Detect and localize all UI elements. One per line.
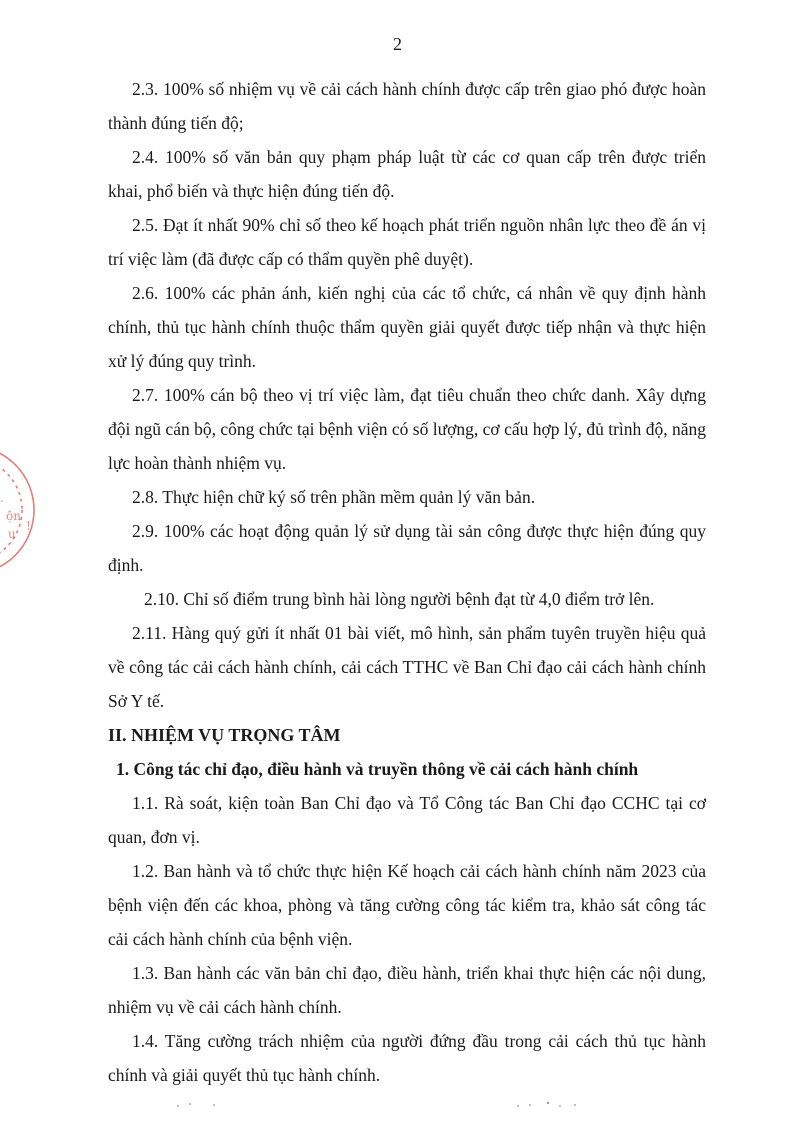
subsection-heading: 1. Công tác chỉ đạo, điều hành và truyền thông về cải cách hành chính (116, 759, 639, 779)
svg-text:ộn: ộn (6, 509, 21, 523)
task-item: 1.4. Tăng cường trách nhiệm của người đứng đầu trong cải cách thủ tục hành chính và giải quyết thủ tục hành chính. (108, 1031, 706, 1085)
task-item: 1.1. Rà soát, kiện toàn Ban Chỉ đạo và Tổ Công tác Ban Chỉ đạo CCHC tại cơ quan, đơn vị. (108, 793, 706, 847)
task-item: 1.2. Ban hành và tổ chức thực hiện Kế hoạch cải cách hành chính năm 2023 của bệnh viện đến các khoa, phòng và tăng cường công tác kiểm tra, khảo sát công tác cải cách hành chính của bệnh viện. (108, 861, 706, 949)
red-seal-stamp (0, 450, 42, 570)
target-item: 2.5. Đạt ít nhất 90% chỉ số theo kế hoạch phát triển nguồn nhân lực theo đề án vị trí việc làm (đã được cấp có thẩm quyền phê duyệt). (108, 215, 706, 269)
target-item: 2.7. 100% cán bộ theo vị trí việc làm, đạt tiêu chuẩn theo chức danh. Xây dựng đội ngũ cán bộ, công chức tại bệnh viện có số lượng, cơ cấu hợp lý, đủ trình độ, năng lực hoàn thành nhiệm vụ. (108, 385, 706, 473)
svg-text:u: u (8, 527, 16, 541)
scan-specks (0, 1098, 795, 1110)
target-item: 2.11. Hàng quý gửi ít nhất 01 bài viết, mô hình, sản phẩm tuyên truyền hiệu quả về công tác cải cách hành chính, cải cách TTHC về Ban Chỉ đạo cải cách hành chính Sở Y tế. (108, 623, 706, 711)
task-item: 1.3. Ban hành các văn bản chỉ đạo, điều hành, triển khai thực hiện các nội dung, nhiệm vụ về cải cách hành chính. (108, 963, 706, 1017)
page-number: 2 (393, 34, 402, 54)
section-heading: II. NHIỆM VỤ TRỌNG TÂM (108, 725, 341, 745)
svg-text:!: ! (26, 519, 31, 533)
target-item: 2.3. 100% số nhiệm vụ về cải cách hành chính được cấp trên giao phó được hoàn thành đúng tiến độ; (108, 79, 706, 133)
svg-text:.: . (0, 491, 4, 505)
target-item: 2.8. Thực hiện chữ ký số trên phần mềm quản lý văn bản. (132, 487, 536, 507)
target-item: 2.10. Chỉ số điểm trung bình hài lòng người bệnh đạt từ 4,0 điểm trở lên. (144, 589, 655, 609)
target-item: 2.9. 100% các hoạt động quản lý sử dụng tài sản công được thực hiện đúng quy định. (108, 521, 706, 575)
target-item: 2.4. 100% số văn bản quy phạm pháp luật từ các cơ quan cấp trên được triển khai, phổ biến và thực hiện đúng tiến độ. (108, 147, 706, 201)
target-item: 2.6. 100% các phản ánh, kiến nghị của các tổ chức, cá nhân về quy định hành chính, thủ tục hành chính thuộc thẩm quyền giải quyết được tiếp nhận và thực hiện xử lý đúng quy trình. (108, 283, 706, 371)
document-body (108, 72, 706, 1092)
